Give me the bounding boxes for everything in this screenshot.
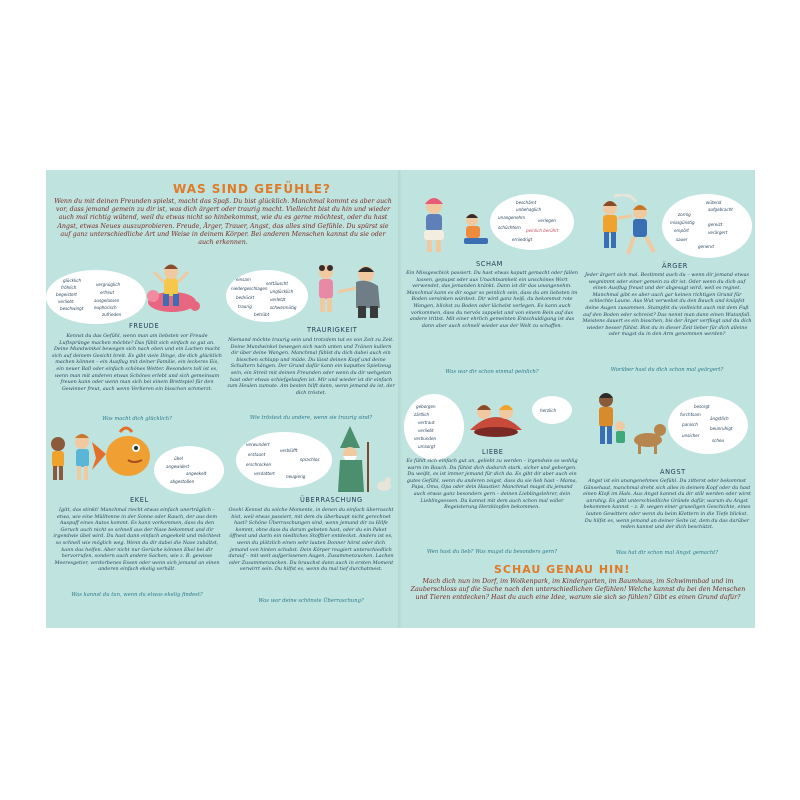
freude-text: Kennst du das Gefühl, wenn man am liebsten vor Freude Luftsprünge machen möchte? Das fühlt sich einfach so gut an. Deine Mundwinkel bewegen sich nach oben und ein Lachen macht sich auf deinem Gesicht breit. Es gibt viele Dinge, die dich glücklich machen können – ein Ausflug mit deiner Familie, ein leckeres Eis, ein neuer Ball oder einfach schönes Wetter. Besonders toll ist es, wenn man mit anderen etwas Schönes erlebt und sich gemeinsam freuen kann oder wenn man sich bei einem Brettspiel für den Gewinner freut, auch wenn Verlieren ein bisschen schmerzt. [52,333,222,392]
emotion-word: traurig [238,304,252,309]
emotion-word: betrübt [254,312,270,317]
emotion-word: peinlich berührt [526,228,559,233]
emotion-word: zärtlich [414,412,430,417]
emotion-word: glücklich [63,278,82,283]
emotion-word: umsorgt [418,444,436,449]
traurigkeit-label: TRAURIGKEIT [307,326,358,334]
traurigkeit-question: Wie tröstest du andere, wenn sie traurig sind? [249,415,373,421]
emotion-word: erstaunt [248,452,266,457]
intro-text: Wenn du mit deinen Freunden spielst, macht das Spaß. Du bist glücklich. Manchmal kommt es aber auch vor, dass jemand gemein zu dir ist, was dich ärgert oder traurig macht. Vielleicht bist du hin und wieder auch mal richtig wütend, weil du etwas nicht so hinbekommst, wie du es gerne möchtest, oder du hast Angst, etwas Neues auszuprobieren. Freude, Ärger, Trauer, Angst, das alles sind Gefühle. Du spürst sie auf ganz unterschiedliche Art und Weise in deinem Körper. Bei anderen Menschen kannst du sie oder auch erkennen. [54,198,392,247]
aerger-word-cloud [662,194,752,258]
ueberraschung-question: Was war deine schönste Überraschung? [258,598,364,604]
angst-label: ANGST [660,468,686,476]
emotion-word: wütend [706,200,722,205]
emotion-word: geborgen [416,404,436,409]
freude-label: FREUDE [129,322,160,330]
emotion-word: abgestoßen [170,479,195,484]
emotion-word: neugierig [286,474,306,479]
liebe-word-cloud [404,394,464,460]
ueberraschung-text: Oooh! Kennst du solche Momente, in denen du einfach überrascht bist, weil etwas passiert, mit dem du überhaupt nicht gerechnet hast? Schöne Überraschungen sind, wenn jemand dir zu Hilfe kommt, ohne dass du darum gebeten hast, oder du ein Paket öffnest und darin ein niedliches Stofftier entdeckst. Anders ist es, wenn du plötzlich einen sehr lauten Donner hörst oder dich jemand von hinten schubst. Dein Körper reagiert unterschiedlich darauf – mit weit aufgerissenen Augen, Zusammenzucken, Lachen oder Zusammenzucken. Du brauchst dann auch in ersten Moment verwirrt sein. Du hilfst es, wenn du mal tief durchatmest. [228,507,394,573]
scham-word-cloud [490,194,574,250]
ekel-illustration [46,424,156,494]
emotion-word: ausgelassen [94,298,120,303]
emotion-word: sprachlos [300,457,320,462]
emotion-word: euphorisch [94,305,117,310]
emotion-word: niedergeschlagen [231,286,268,291]
emotion-word: angewidert [166,464,190,469]
emotion-word: erniedrigt [512,237,533,242]
emotion-word: erfreut [100,290,115,295]
freude-question: Was macht dich glücklich? [102,416,172,422]
emotion-word: verlegen [538,218,556,223]
liebe-question: Wen hast du lieb? Was magst du besonders gern? [426,549,558,555]
emotion-word: zufrieden [102,312,122,317]
ueberraschung-word-cloud [236,432,332,488]
ueberraschung-illustration [336,422,396,496]
emotion-word: furchtsam [680,412,701,417]
left-page [46,170,400,628]
traurigkeit-illustration [308,260,396,324]
aerger-text: Jeder ärgert sich mal. Bestimmt auch du – wenn dir jemand etwas wegnimmt oder einer gemein zu dir ist. Oder wenn du dich auf einen Ausflug freust und der abgesagt wird, weil es regnet. Manchmal gibt es aber auch gar keinen richtigen Grund für schlechte Laune. Aus Wut verwebst du den Bauch und knäpfst deine Augen zusammen. Stampfst du vielleicht auch mit dem Fuß auf den Boden oder schreist? Das nennt man dann einen Wutanfall. Meistens dauert es ein bisschen, bis der Ärger verfliegt und du dich wieder besser fühlst. Bist du in dieser Zeit lieber für dich alleine oder magst du in den Arm genommen werden? [582,272,752,338]
angst-word-cloud [668,396,748,454]
emotion-word: besorgt [694,404,710,409]
freude-illustration [142,260,202,322]
emotion-word: herzlich [540,408,557,413]
emotion-word: angeekelt [186,471,207,476]
emotion-word: sauer [676,237,688,242]
emotion-word: verblüfft [280,448,298,453]
aerger-label: ÄRGER [662,262,688,270]
page-title: WAS SIND GEFÜHLE? [173,182,331,196]
emotion-word: scheu [712,438,725,443]
emotion-word: übel [174,456,183,461]
schau-genau-hin-title: SCHAU GENAU HIN! [494,563,631,576]
emotion-word: missgünstig [670,220,695,225]
emotion-word: verbunden [414,436,437,441]
liebe-text: Es fühlt sich einfach gut an, geliebt zu werden – irgendwie so wohlig warm im Bauch. Du fühlst dich dadurch stark, sicher und geborgen. Du weißt, es ist immer jemand für dich da. Es gibt dir aber auch ein gutes Gefühl, wenn du anderen zeigst, dass du sie lieb hast – Mama, Papa, Oma, Opa oder dein Haustier. Manchmal magst du jemand auch etwas ganz besonders gern – deinen Lieblingslehrer, dein Lieblingsessen. Du kannst mit dem auch schon mal voller Begeisterung Herzklopfen bekommen. [406,458,578,511]
scham-illustration [412,194,456,258]
emotion-word: genervt [698,244,714,249]
schau-genau-hin-text: Mach dich nun im Dorf, im Wolkenpark, im Kindergarten, im Baumhaus, im Schwimmbad und im Zauberschloss auf die Suche nach den unterschiedlichen Gefühlen! Welche kannst du bei den Menschen und Tieren entdecken? Hast du auch eine Idee, warum sie sich so fühlen? Gibt es einen Grund dafür? [410,578,746,602]
emotion-word: beunruhigt [710,426,733,431]
emotion-word: fröhlich [61,285,77,290]
emotion-word: empört [674,228,689,233]
emotion-word: verwundert [246,442,270,447]
freude-word-cloud [46,270,146,324]
traurigkeit-word-cloud [226,270,308,322]
emotion-word: verärgert [708,230,728,235]
emotion-word: zornig [678,212,691,217]
scham-question: Was war dir schon einmal peinlich? [445,369,539,375]
emotion-word: panisch [682,422,698,427]
ueberraschung-label: ÜBERRASCHUNG [300,496,363,504]
ekel-label: EKEL [130,496,149,504]
angst-illustration [590,390,670,464]
liebe-label: LIEBE [482,448,504,456]
liebe-illustration [462,390,530,438]
emotion-word: vergnüglich [96,282,121,287]
emotion-word: unbehaglich [516,207,542,212]
emotion-word: gereizt [708,222,723,227]
emotion-word: beschwingt [60,306,84,311]
emotion-word: aufgebracht [708,207,733,212]
emotion-word: verletzt [270,297,286,302]
scham-label: SCHAM [476,260,503,268]
emotion-word: unangenehm [498,215,526,220]
aerger-illustration [590,194,662,266]
ekel-word-cloud [154,446,224,494]
angst-question: Was hat dir schon mal Angst gemacht? [615,550,719,556]
scham-text: Ein Missgeschick passiert. Du hast etwas kaputt gemacht oder fallen lassen, gepupst oder aus Unachtsamkeit ein unschönes Wort verwendet, das jemanden kränkt. Dann ist dir das unangenehm. Manchmal kann es dir sogar so peinlich sein, dass du am liebsten im Boden versinken würdest. Dir wird ganz heiß, du bekommst rote Wangen, blickst zu Boden oder lächelst verlegen. Es kann auch vorkommen, dass du nervös zappelst und von einem Bein auf das andere trittst. Mit einer ehrlich gemeinten Entschuldigung ist das dann aber auch schnell wieder aus der Welt zu schaffen. [406,270,578,329]
emotion-word: schüchtern [498,225,521,230]
emotion-word: unsicher [682,433,700,438]
emotion-word: bedrückt [236,295,255,300]
aerger-question: Worüber hast du dich schon mal geärgert? [610,367,724,373]
emotion-word: verdattert [254,471,275,476]
emotion-word: schwermütig [270,305,297,310]
emotion-word: ängstlich [710,416,729,421]
emotion-word: enttäuscht [266,281,289,286]
right-page [400,170,755,628]
traurigkeit-text: Niemand möchte traurig sein und trotzdem tut es von Zeit zu Zeit. Deine Mundwinkel bewegen sich nach unten und Tränen kullern dir über deine Wangen. Manchmal fühlst du dich dabei auch ein bisschen schlapp und müde. Du lässt deinen Kopf und deine Schultern hängen. Der Grund dafür kann ein kaputtes Spielzeug sein, ein Streit mit deinen Freunden oder wenn du dir wehgetan hast oder etwas schiefgelaufen ist. Mir und wieder ist dir einfach zum Heulen zumute. Am besten hilft dann, wenn jemand da ist, der dich tröstet. [227,337,395,396]
emotion-word: erschrocken [246,462,272,467]
emotion-word: vertraut [418,420,435,425]
liebe-word-bubble [532,396,572,424]
emotion-word: verliebt [418,428,434,433]
emotion-word: unglücklich [270,289,294,294]
emotion-word: einsam [236,277,251,282]
emotion-word: begeistert [56,292,77,297]
scham-illustration-2 [456,210,496,250]
emotion-word: beschämt [516,200,537,205]
emotion-word: verliebt [58,299,74,304]
ekel-text: Igitt, das stinkt! Manchmal riecht etwas einfach unerträglich – etwa, wie eine Mülltonne in der Sonne oder Rauch, der aus dem Auspuff eines Autos kommt. Es kann vorkommen, dass du den Geruch auch nicht so schnell aus der Nase bekommst und dir irgendwie übel wird. Du hast dann einfach angeekelt und möchtest so schnell wie möglich weg. Wenn du dir dabei die Nase zuhältst, kann das helfen. Aber nicht nur Gerüche können Ekel bei dir hervorrufen, sondern auch andere Sachen, wie z. B. gewisse Meeresgetier, verdorbenes Essen oder wenn sich jemand an einen anderen einfach ekelig verhält. [53,507,221,573]
ekel-question: Was kannst du tun, wenn du etwas ekelig findest? [71,592,203,598]
angst-text: Angst ist ein unangenehmes Gefühl. Du zitterst oder bekommst Gänsehaut, manchmal dreht sich alles in deinem Kopf oder du hast einen Kloß im Hals. Aus Angst kannst du dir still werden oder wirst unruhig. Es gibt unterschiedliche Gründe dafür, warum du Angst bekommen kannst – z. B. wegen einer gruseligen Geschichte, eines lauten Gewitters oder wenn du beim Klettern in die Tiefe blickst. Du hilfst es, wenn jemand an deiner Seite ist, dem du das darüber reden kannst und der dich beschützt. [583,478,751,531]
